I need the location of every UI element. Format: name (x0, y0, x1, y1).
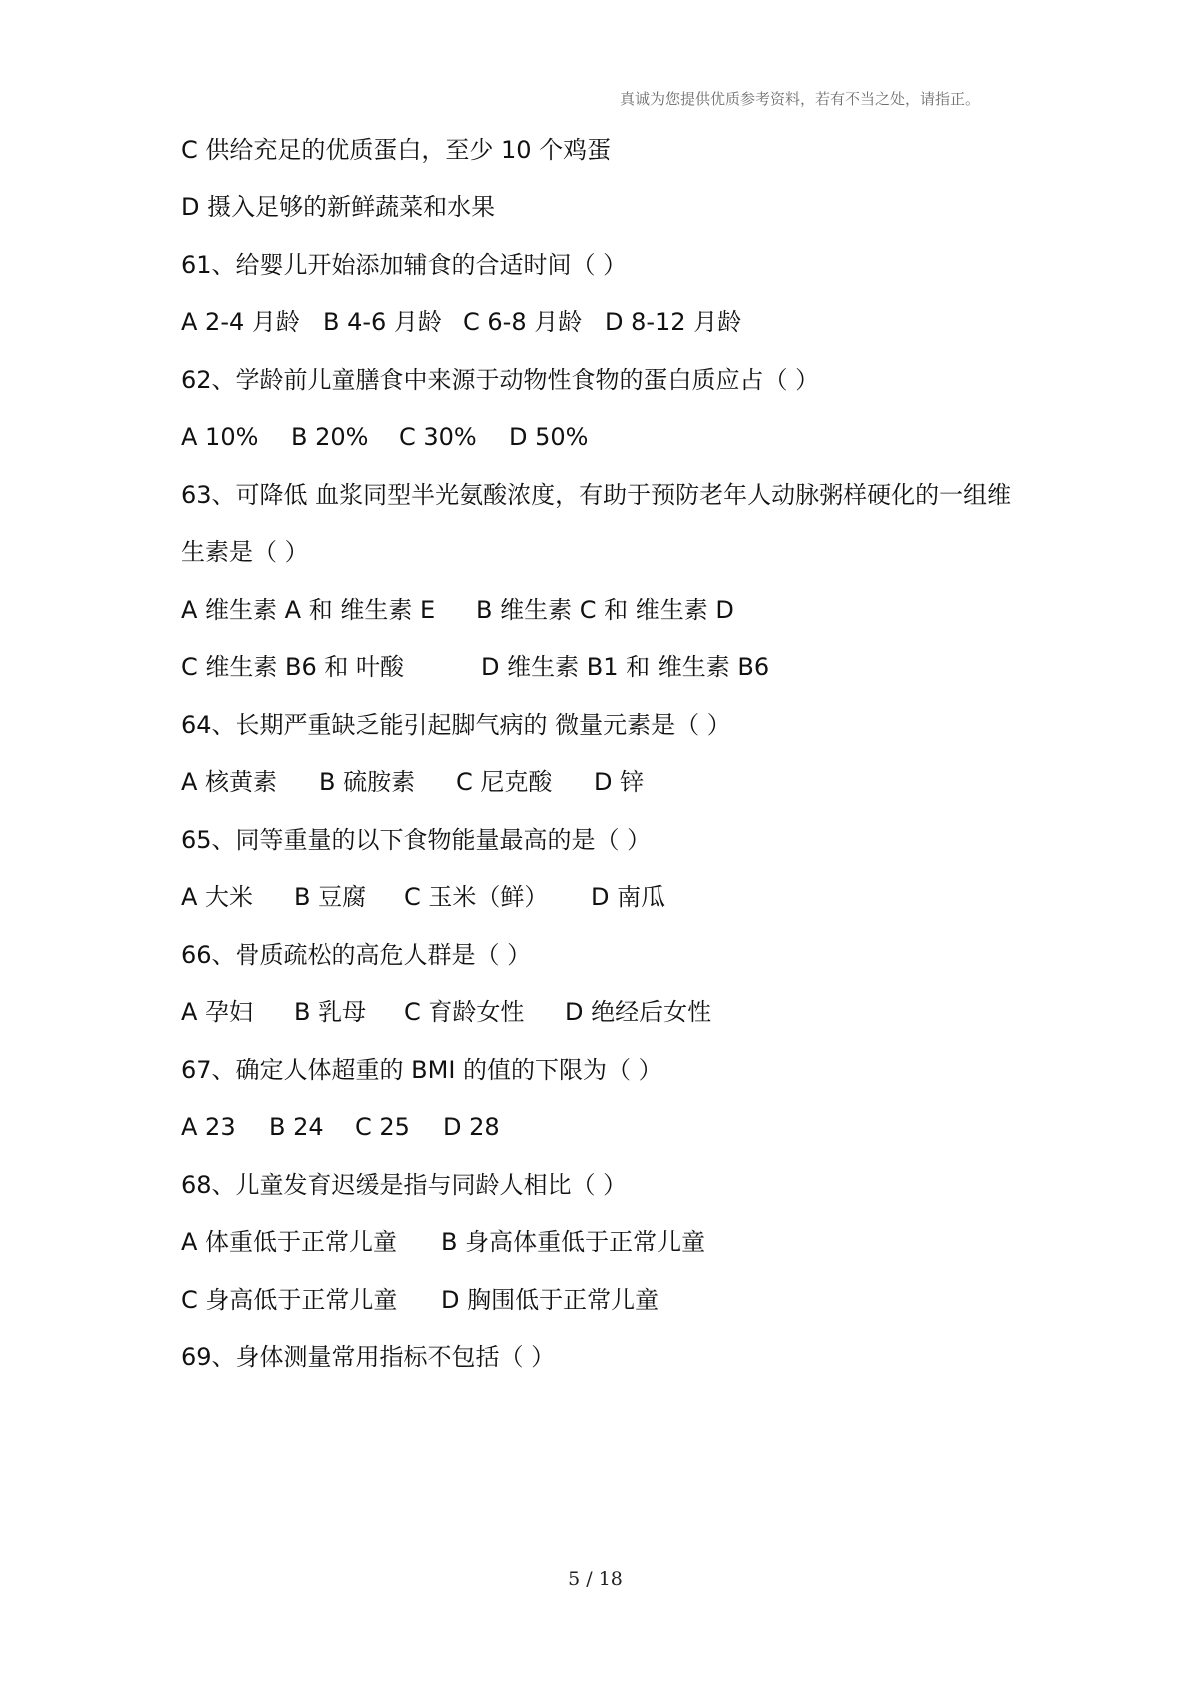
option-c: C 身高低于正常儿童 (181, 1286, 398, 1314)
options-68-row1 (181, 1227, 705, 1257)
option-b: B 24 (269, 1113, 324, 1141)
question-64: 64、长期严重缺乏能引起脚气病的 微量元素是（ ） (181, 711, 731, 739)
option-a: A 大米 (181, 883, 254, 911)
options-67 (181, 1112, 500, 1142)
option-d: D 维生素 B1 和 维生素 B6 (481, 653, 770, 681)
option-a: A 10% (181, 423, 259, 451)
option-d: D 50% (509, 423, 589, 451)
options-64 (181, 767, 644, 797)
option-b: B 硫胺素 (319, 768, 416, 796)
option-a: A 维生素 A 和 维生素 E (181, 596, 436, 624)
option-a: A 核黄素 (181, 768, 278, 796)
question-63: 63、可降低 血浆同型半光氨酸浓度，有助于预防老年人动脉粥样硬化的一组维 (181, 481, 1012, 509)
option-d: D 南瓜 (591, 883, 666, 911)
option-c: C 6-8 月龄 (463, 308, 583, 336)
option-c: C 育龄女性 (404, 998, 525, 1026)
option-c: C 25 (355, 1113, 410, 1141)
question-69: 69、身体测量常用指标不包括（ ） (181, 1343, 556, 1371)
option-c: C 尼克酸 (456, 768, 553, 796)
option-a: A 2-4 月龄 (181, 308, 300, 336)
option-a: A 体重低于正常儿童 (181, 1228, 398, 1256)
options-63-row1 (181, 595, 734, 625)
question-66: 66、骨质疏松的高危人群是（ ） (181, 941, 532, 969)
page-number: 5 / 18 (568, 1568, 623, 1590)
question-67: 67、确定人体超重的 BMI 的值的下限为（ ） (181, 1056, 663, 1084)
question-68: 68、儿童发育迟缓是指与同龄人相比（ ） (181, 1171, 628, 1199)
option-d: D 28 (443, 1113, 500, 1141)
option-b: B 维生素 C 和 维生素 D (476, 596, 734, 624)
option-b: B 乳母 (294, 998, 367, 1026)
option-c: C 30% (399, 423, 477, 451)
option-b: B 20% (291, 423, 369, 451)
question-62: 62、学龄前儿童膳食中来源于动物性食物的蛋白质应占（ ） (181, 366, 820, 394)
question-63-continued: 生素是（ ） (181, 538, 309, 566)
option-d: D 绝经后女性 (565, 998, 712, 1026)
option-d: D 胸围低于正常儿童 (441, 1286, 660, 1314)
option-b: B 4-6 月龄 (323, 308, 442, 336)
options-65 (181, 882, 665, 912)
options-68-row2 (181, 1285, 659, 1315)
options-63-row2 (181, 652, 769, 682)
options-66 (181, 997, 711, 1027)
option-c: C 玉米（鲜） (404, 883, 549, 911)
option-line: D 摄入足够的新鲜蔬菜和水果 (181, 193, 496, 221)
option-line: C 供给充足的优质蛋白，至少 10 个鸡蛋 (181, 136, 612, 164)
options-62 (181, 422, 588, 452)
option-d: D 8-12 月龄 (605, 308, 742, 336)
option-d: D 锌 (594, 768, 645, 796)
question-61: 61、给婴儿开始添加辅食的合适时间（ ） (181, 251, 628, 279)
option-b: B 身高体重低于正常儿童 (441, 1228, 706, 1256)
options-61 (181, 307, 741, 337)
option-c: C 维生素 B6 和 叶酸 (181, 653, 405, 681)
question-65: 65、同等重量的以下食物能量最高的是（ ） (181, 826, 652, 854)
page-header-note: 真诚为您提供优质参考资料，若有不当之处，请指正。 (620, 90, 981, 108)
option-b: B 豆腐 (294, 883, 367, 911)
option-a: A 孕妇 (181, 998, 254, 1026)
option-a: A 23 (181, 1113, 236, 1141)
